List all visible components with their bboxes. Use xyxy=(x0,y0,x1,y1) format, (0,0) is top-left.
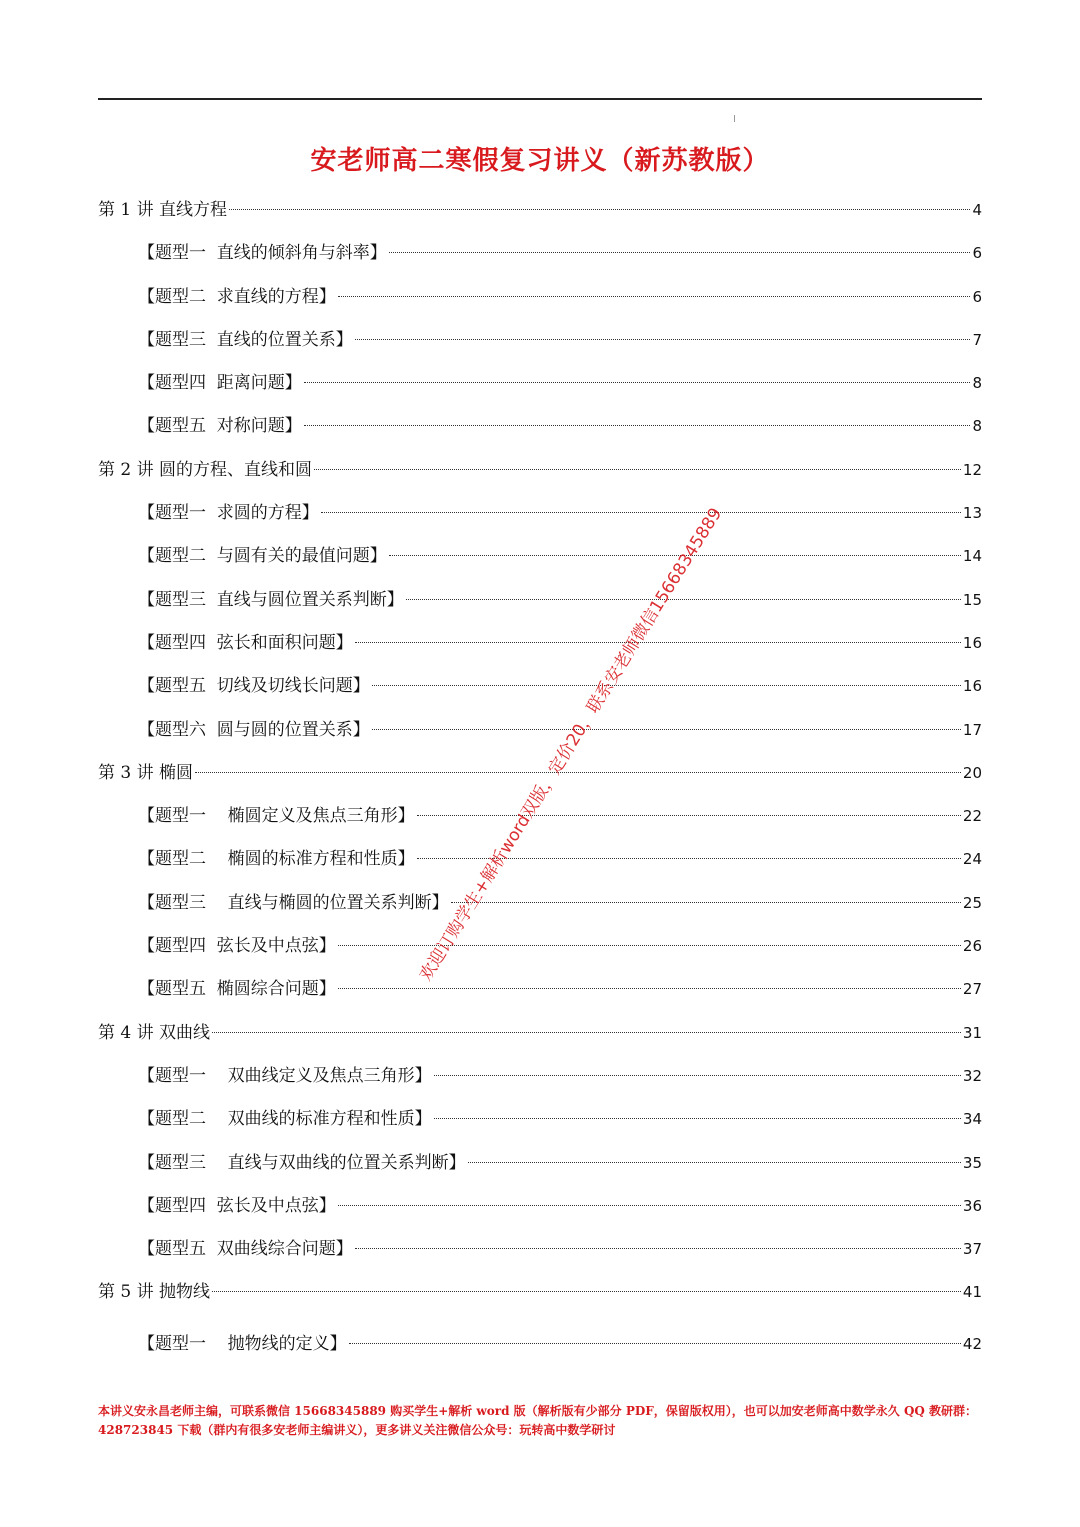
toc-page-number: 6 xyxy=(972,287,982,306)
toc-entry-label: 【题型五 椭圆综合问题】 xyxy=(138,979,336,1000)
toc-leader-dots xyxy=(372,685,961,686)
toc-leader-dots xyxy=(349,1343,961,1344)
toc-page-number: 31 xyxy=(962,1023,982,1042)
toc-section-entry[interactable] xyxy=(98,362,982,405)
toc-leader-dots xyxy=(417,815,961,816)
toc-page-number: 32 xyxy=(962,1066,982,1085)
toc-entry-label: 【题型一 抛物线的定义】 xyxy=(138,1333,347,1354)
toc-leader-dots xyxy=(434,1075,961,1076)
toc-section-entry[interactable] xyxy=(98,579,982,622)
toc-section-entry[interactable] xyxy=(98,1055,982,1098)
toc-section-entry[interactable] xyxy=(98,1323,982,1366)
toc-entry-label: 第 3 讲 椭圆 xyxy=(98,762,194,783)
toc-section-entry[interactable] xyxy=(98,1098,982,1141)
toc-page-number: 34 xyxy=(962,1110,982,1129)
toc-entry-label: 【题型三 直线与椭圆的位置关系判断】 xyxy=(138,892,449,913)
toc-page-number: 8 xyxy=(972,417,982,436)
toc-entry-label: 【题型四 弦长及中点弦】 xyxy=(138,1195,336,1216)
toc-chapter-entry[interactable] xyxy=(98,189,982,232)
toc-section-entry[interactable] xyxy=(98,925,982,968)
toc-entry-label: 第 2 讲 圆的方程、直线和圆 xyxy=(98,459,313,480)
toc-page-number: 36 xyxy=(962,1196,982,1215)
toc-page-number: 22 xyxy=(962,807,982,826)
toc-page-number: 14 xyxy=(962,547,982,566)
toc-page-number: 35 xyxy=(962,1153,982,1172)
toc-entry-label: 【题型一 双曲线定义及焦点三角形】 xyxy=(138,1065,432,1086)
footer-note: 本讲义安永昌老师主编，可联系微信 15668345889 购买学生+解析 word 版（解析版有少部分 PDF，保留版权用），也可以加安老师高中数学永久 QQ 教研群：428723845 下载（群内有很多安老师主编讲义），更多讲义关注微信公众号：玩转高中数学研讨 xyxy=(98,1404,978,1437)
toc-page-number: 8 xyxy=(972,374,982,393)
toc-section-entry[interactable] xyxy=(98,319,982,362)
toc-leader-dots xyxy=(321,512,961,513)
toc-page-number: 6 xyxy=(972,244,982,263)
toc-page-number: 16 xyxy=(962,677,982,696)
toc-entry-label: 【题型一 直线的倾斜角与斜率】 xyxy=(138,243,387,264)
toc-section-entry[interactable] xyxy=(98,232,982,275)
toc-section-entry[interactable] xyxy=(98,622,982,665)
toc-entry-label: 【题型四 弦长及中点弦】 xyxy=(138,936,336,957)
toc-leader-dots xyxy=(355,339,971,340)
toc-section-entry[interactable] xyxy=(98,665,982,708)
toc-leader-dots xyxy=(338,1205,961,1206)
toc-leader-dots xyxy=(372,729,961,730)
toc-section-entry[interactable] xyxy=(98,838,982,881)
toc-section-entry[interactable] xyxy=(98,709,982,752)
toc-entry-label: 【题型三 直线与双曲线的位置关系判断】 xyxy=(138,1152,466,1173)
toc-entry-label: 第 5 讲 抛物线 xyxy=(98,1282,211,1303)
toc-entry-label: 【题型五 对称问题】 xyxy=(138,416,302,437)
toc-page-number: 20 xyxy=(962,763,982,782)
toc-entry-label: 【题型六 圆与圆的位置关系】 xyxy=(138,719,370,740)
toc-entry-label: 【题型四 距离问题】 xyxy=(138,373,302,394)
toc-entry-label: 第 1 讲 直线方程 xyxy=(98,200,228,220)
toc-leader-dots xyxy=(338,988,961,989)
toc-section-entry[interactable] xyxy=(98,492,982,535)
toc-section-entry[interactable] xyxy=(98,968,982,1011)
toc-page-number: 41 xyxy=(962,1283,982,1302)
toc-chapter-entry[interactable] xyxy=(98,449,982,492)
toc-leader-dots xyxy=(229,209,970,210)
watermark: 欢迎订购学生+解析word双版，定价20，联系安老师微信15668345889 xyxy=(415,504,727,985)
toc-entry-label: 【题型三 直线与圆位置关系判断】 xyxy=(138,589,404,610)
toc-entry-label: 【题型五 双曲线综合问题】 xyxy=(138,1239,353,1260)
header-mark xyxy=(734,115,735,122)
toc-section-entry[interactable] xyxy=(98,1142,982,1185)
document-title: 安老师高二寒假复习讲义（新苏教版） xyxy=(310,146,770,176)
toc-leader-dots xyxy=(304,425,971,426)
toc-page-number: 25 xyxy=(962,893,982,912)
toc-entry-label: 【题型二 椭圆的标准方程和性质】 xyxy=(138,849,415,870)
toc-leader-dots xyxy=(355,642,961,643)
toc-section-entry[interactable] xyxy=(98,1228,982,1271)
toc-page-number: 24 xyxy=(962,850,982,869)
toc-entry-label: 【题型三 直线的位置关系】 xyxy=(138,329,353,350)
toc-page-number: 26 xyxy=(962,937,982,956)
toc-entry-label: 【题型二 与圆有关的最值问题】 xyxy=(138,546,387,567)
toc-entry-label: 【题型二 求直线的方程】 xyxy=(138,286,336,307)
toc-page-number: 15 xyxy=(962,590,982,609)
toc-entry-label: 第 4 讲 双曲线 xyxy=(98,1022,211,1043)
toc-page-number: 17 xyxy=(962,720,982,739)
toc-entry-label: 【题型一 椭圆定义及焦点三角形】 xyxy=(138,806,415,827)
toc-leader-dots xyxy=(406,599,961,600)
toc-section-entry[interactable] xyxy=(98,405,982,448)
toc-page-number: 12 xyxy=(962,460,982,479)
toc-page-number: 7 xyxy=(972,330,982,349)
toc-section-entry[interactable] xyxy=(98,276,982,319)
toc-entry-label: 【题型二 双曲线的标准方程和性质】 xyxy=(138,1109,432,1130)
toc-page-number: 37 xyxy=(962,1240,982,1259)
toc-entry-label: 【题型四 弦长和面积问题】 xyxy=(138,632,353,653)
toc-chapter-entry[interactable] xyxy=(98,1012,982,1055)
header-rule xyxy=(98,98,982,100)
toc-leader-dots xyxy=(451,902,961,903)
toc-leader-dots xyxy=(355,1248,961,1249)
toc-section-entry[interactable] xyxy=(98,1185,982,1228)
toc-leader-dots xyxy=(212,1291,961,1292)
toc-section-entry[interactable] xyxy=(98,535,982,578)
toc-page-number: 4 xyxy=(972,201,982,219)
toc-leader-dots xyxy=(195,772,961,773)
toc-leader-dots xyxy=(212,1032,961,1033)
toc-page-number: 42 xyxy=(962,1334,982,1353)
toc-page-number: 13 xyxy=(962,504,982,523)
toc-chapter-entry[interactable] xyxy=(98,1271,982,1314)
toc-leader-dots xyxy=(304,382,971,383)
toc-entry-label: 【题型五 切线及切线长问题】 xyxy=(138,676,370,697)
toc-entry-label: 【题型一 求圆的方程】 xyxy=(138,503,319,524)
toc-page-number: 27 xyxy=(962,980,982,999)
toc-leader-dots xyxy=(389,252,971,253)
toc-leader-dots xyxy=(468,1162,961,1163)
toc-leader-dots xyxy=(434,1118,961,1119)
toc-page-number: 16 xyxy=(962,633,982,652)
toc-leader-dots xyxy=(338,296,971,297)
toc-section-entry[interactable] xyxy=(98,882,982,925)
toc-leader-dots xyxy=(314,469,961,470)
